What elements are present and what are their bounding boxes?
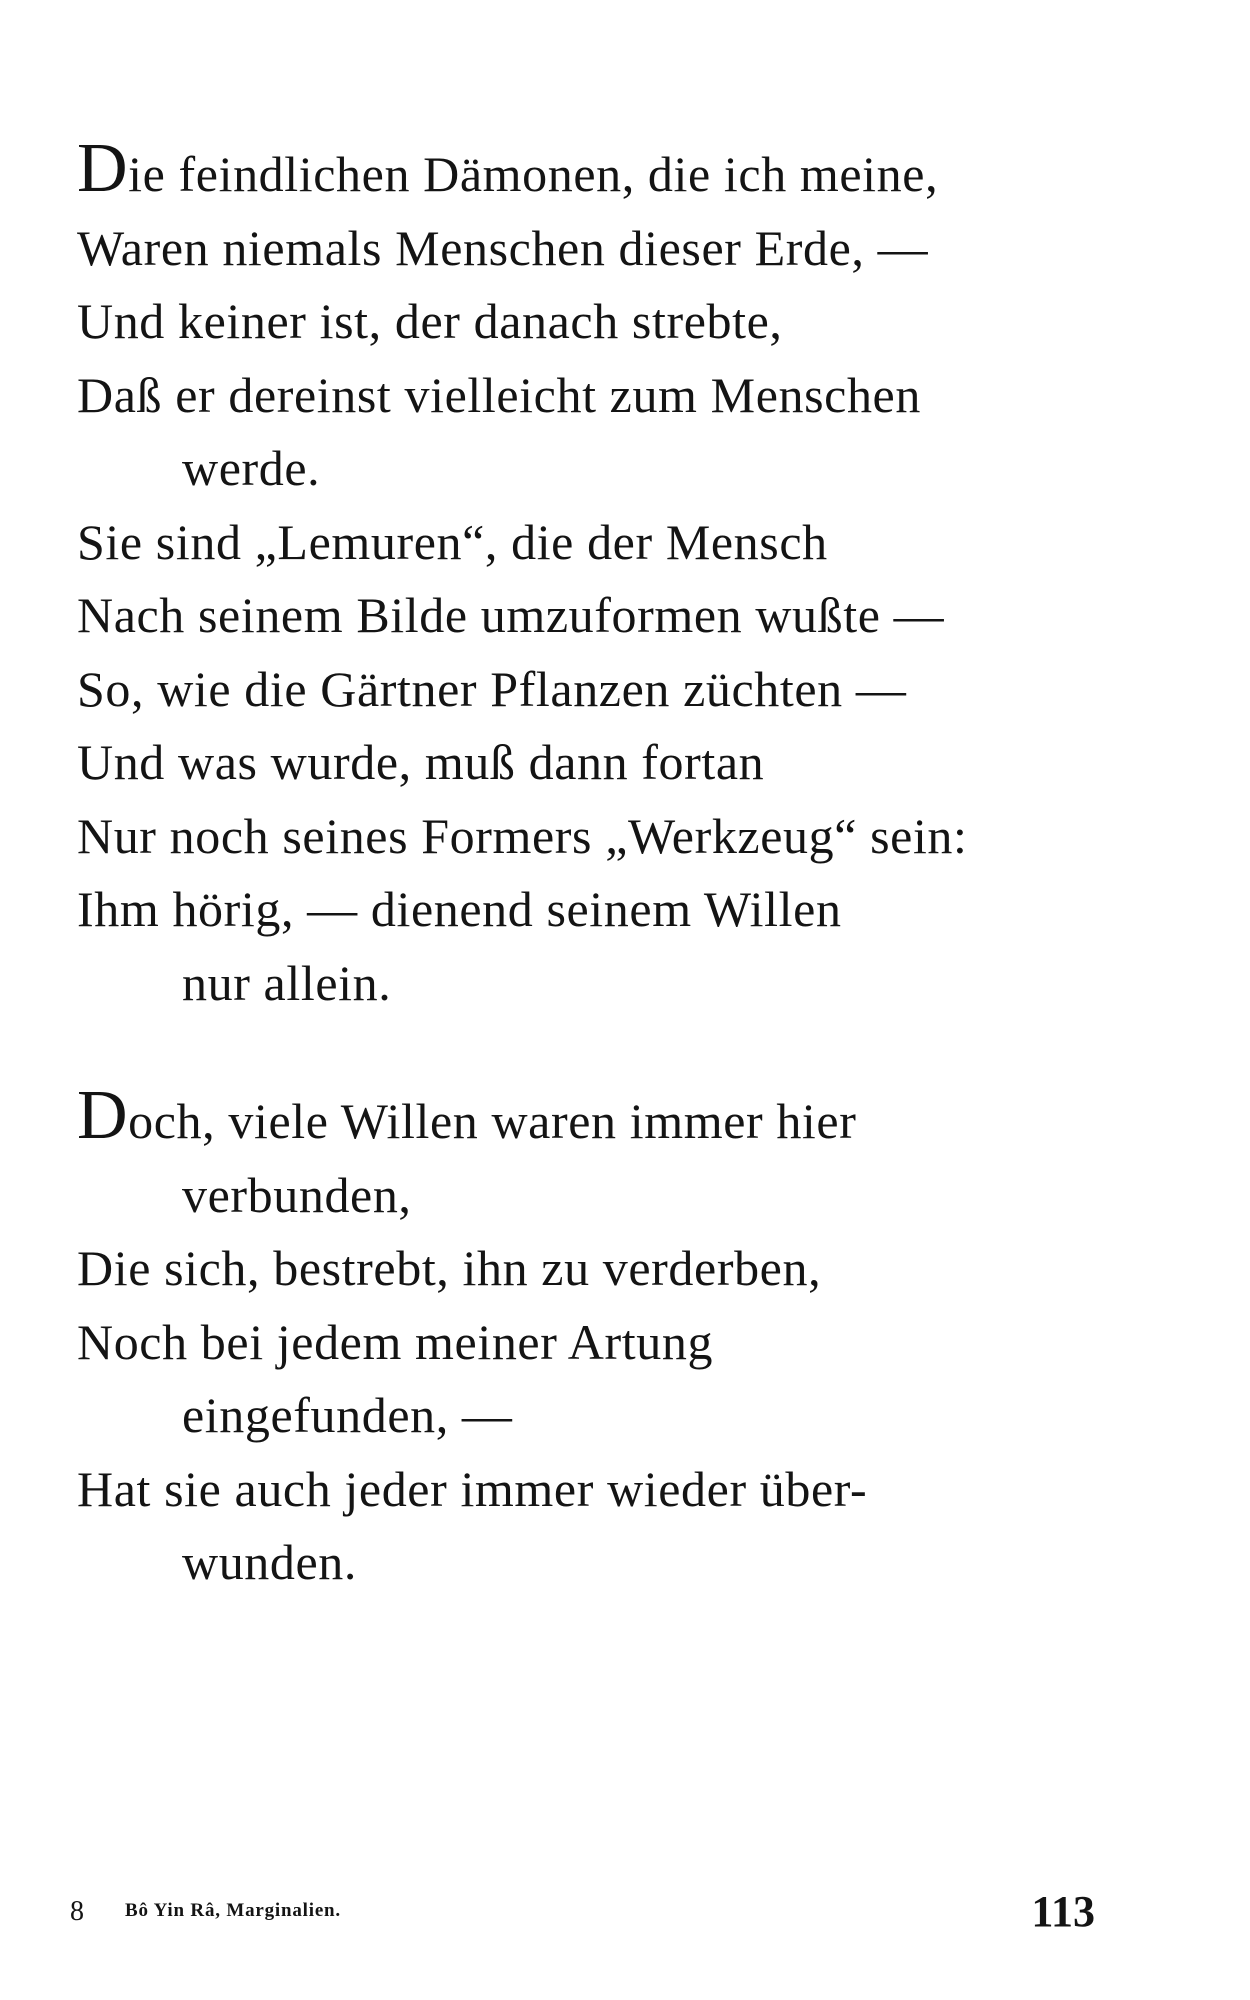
- poem-line-continuation: werde.: [182, 440, 321, 496]
- page-number: 113: [1031, 1887, 1095, 1936]
- poem-line-continuation: eingefunden, —: [182, 1387, 513, 1443]
- poem-line-continuation: verbunden,: [182, 1166, 412, 1223]
- poem-line: Sie sind „Lemuren“, die der Mensch: [77, 513, 828, 570]
- poem-line: Die feindlichen Dämonen, die ich meine,: [77, 130, 939, 207]
- poem-line: Hat sie auch jeder immer wieder über-: [77, 1460, 868, 1517]
- poem-line: Doch, viele Willen waren immer hier: [77, 1077, 857, 1154]
- page-footer: [70, 1886, 1095, 1936]
- poem-line-continuation: wunden.: [182, 1534, 358, 1590]
- poem-stanza-2: [77, 1077, 1137, 1600]
- poem-line: Nach seinem Bilde umzuformen wußte —: [77, 587, 945, 643]
- poem-line: Die sich, bestrebt, ihn zu verderben,: [77, 1240, 822, 1296]
- drop-cap: D: [77, 130, 129, 207]
- signature-title: Bô Yin Râ, Marginalien.: [125, 1900, 341, 1921]
- drop-cap: D: [77, 1077, 129, 1154]
- poem-line: Und was wurde, muß dann fortan: [77, 734, 765, 790]
- signature-mark: 8: [70, 1896, 84, 1927]
- poem-line-continuation: nur allein.: [182, 954, 392, 1011]
- poem-line: Daß er dereinst vielleicht zum Menschen: [77, 366, 921, 423]
- poem-line: Ihm hörig, — dienend seinem Willen: [77, 881, 842, 937]
- poem-stanza-1: [77, 130, 1137, 1020]
- poem-line: So, wie die Gärtner Pflanzen züchten —: [77, 660, 907, 717]
- poem-line: Waren niemals Menschen dieser Erde, —: [77, 219, 929, 276]
- poem-line: Nur noch seines Formers „Werkzeug“ sein:: [77, 807, 968, 864]
- poem-line: Noch bei jedem meiner Artung: [77, 1313, 714, 1370]
- poem-line: Und keiner ist, der danach strebte,: [77, 293, 783, 349]
